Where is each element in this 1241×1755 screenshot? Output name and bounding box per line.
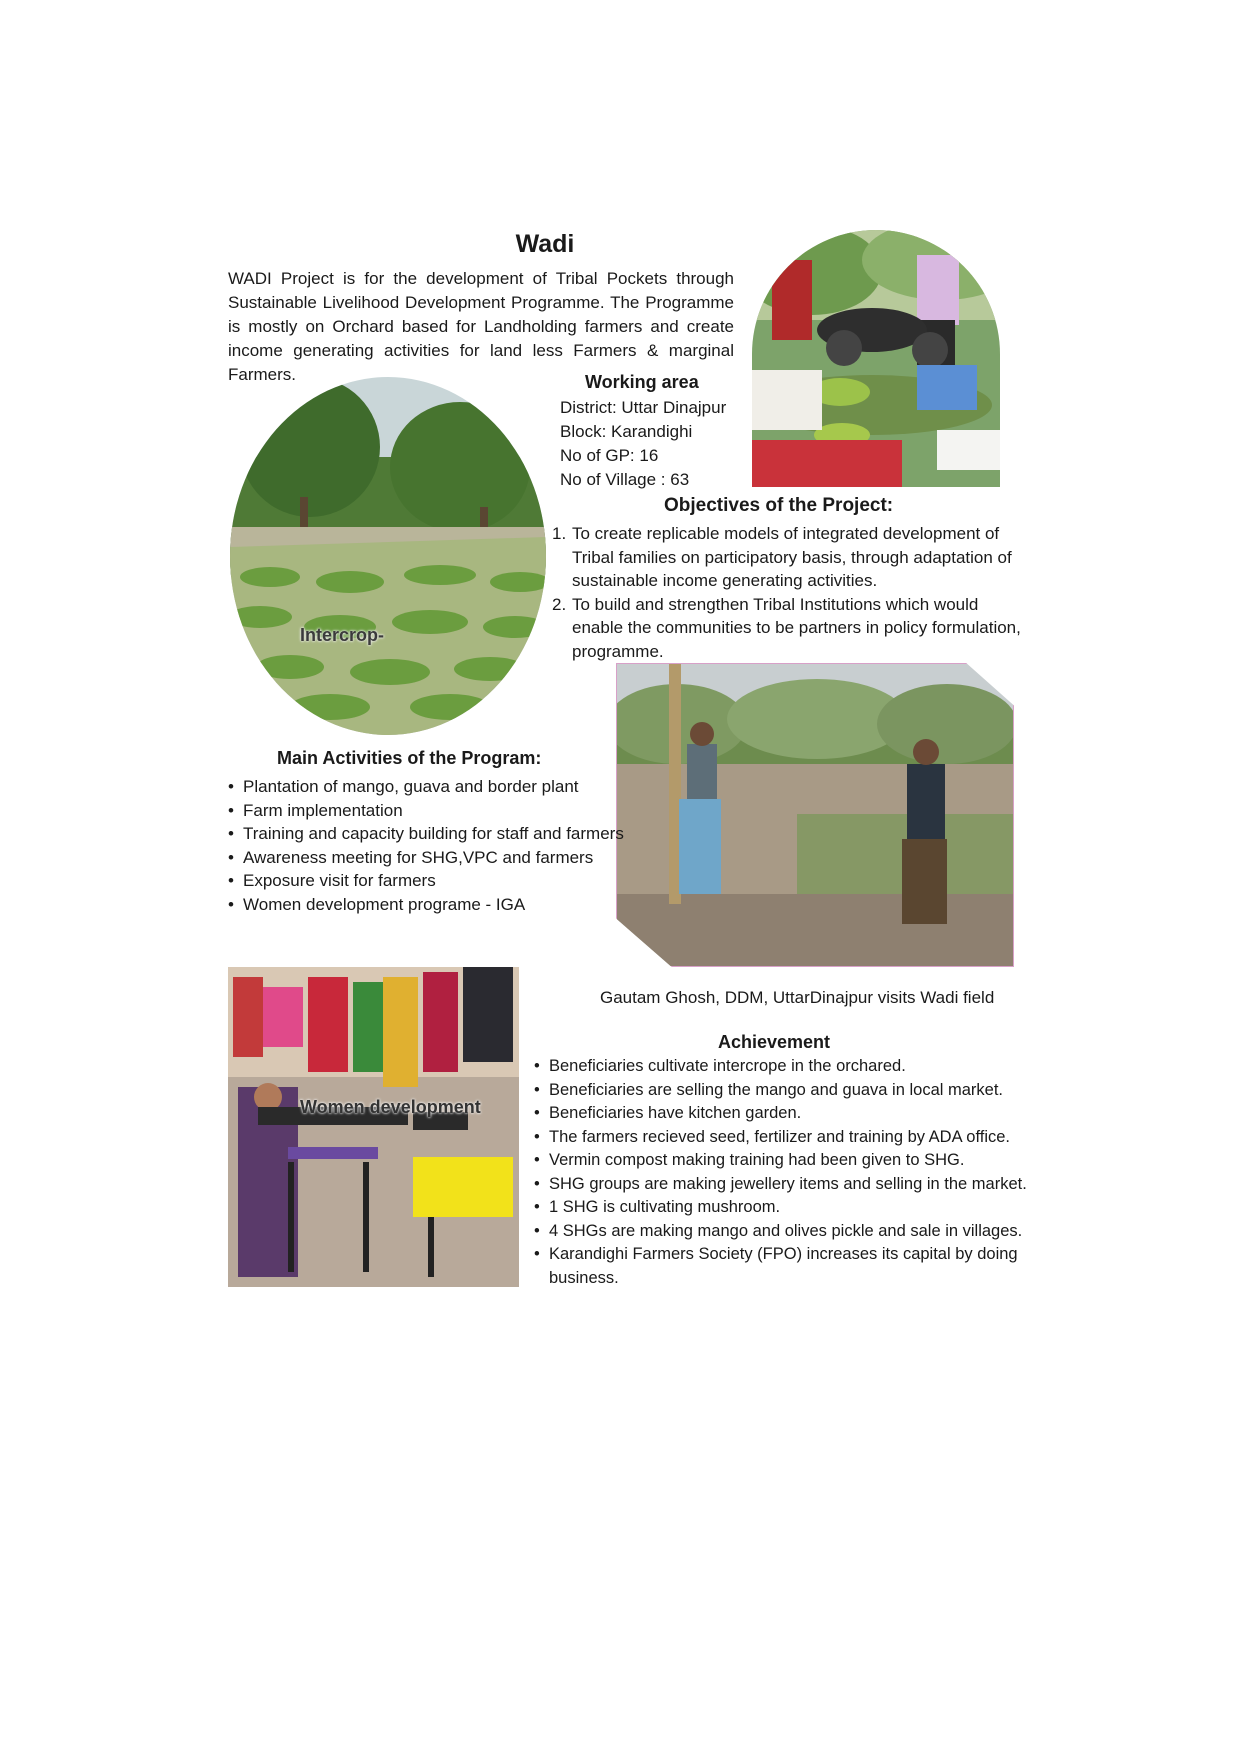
activity-text: Farm implementation	[243, 800, 403, 820]
intercrop-label: Intercrop-	[300, 625, 385, 645]
achievement-item	[532, 1102, 1032, 1126]
achievement-text: Karandighi Farmers Society (FPO) increases its capital by doing business.	[549, 1245, 1018, 1287]
achievement-text: 1 SHG is cultivating mushroom.	[549, 1198, 781, 1216]
market-photo	[752, 230, 1000, 487]
objective-text: To build and strengthen Tribal Institutions which would enable the communities to be partners in policy formulation, programme.	[572, 594, 1021, 661]
activity-item	[226, 822, 626, 846]
field-visit-photo	[616, 663, 1014, 967]
bullet: •	[534, 1104, 540, 1122]
working-area-list	[560, 396, 726, 492]
bullet: •	[228, 847, 234, 867]
bullet: •	[534, 1198, 540, 1216]
achievement-item	[532, 1173, 1032, 1197]
achievement-text: Beneficiaries have kitchen garden.	[549, 1104, 802, 1122]
field-visit-caption: Gautam Ghosh, DDM, UttarDinajpur visits Wadi field	[600, 988, 995, 1007]
working-area-item: District: Uttar Dinajpur	[560, 398, 727, 417]
activity-text: Training and capacity building for staff and farmers	[243, 824, 624, 843]
objective-item	[552, 593, 1022, 664]
activity-text: Awareness meeting for SHG,VPC and farmers	[243, 847, 594, 867]
objective-item	[552, 522, 1022, 593]
achievement-text: Vermin compost making training had been given to SHG.	[549, 1151, 965, 1169]
intro-paragraph: WADI Project is for the development of Tribal Pockets through Sustainable Livelihood Development Programme. The Programme is mostly on Orchard based for Landholding farmers and create income generating activities for land less Farmers & marginal Farmers.	[228, 269, 734, 384]
achievement-text: SHG groups are making jewellery items and selling in the market.	[549, 1174, 1027, 1193]
bullet: •	[534, 1221, 540, 1240]
activity-item	[226, 869, 626, 893]
bullet: •	[228, 871, 234, 890]
objectives-heading: Objectives of the Project:	[664, 495, 894, 516]
achievement-list	[532, 1055, 1032, 1290]
achievement-text: Beneficiaries cultivate intercrope in the orchared.	[549, 1057, 906, 1075]
activity-text: Exposure visit for farmers	[243, 871, 436, 890]
activity-text: Women development programe - IGA	[243, 894, 526, 914]
achievement-item	[532, 1079, 1032, 1103]
bullet: •	[534, 1245, 540, 1263]
activities-list	[226, 775, 626, 916]
achievement-item	[532, 1243, 1032, 1290]
achievement-text: Beneficiaries are selling the mango and guava in local market.	[549, 1080, 1004, 1099]
achievement-item	[532, 1055, 1032, 1079]
page-title: Wadi	[515, 230, 575, 258]
bullet: •	[534, 1080, 540, 1099]
bullet: •	[228, 777, 234, 796]
objectives-list	[552, 522, 1022, 663]
bullet: •	[534, 1057, 540, 1075]
working-area-item: No of GP: 16	[560, 446, 659, 465]
achievement-item	[532, 1149, 1032, 1173]
activity-item	[226, 893, 626, 917]
bullet: •	[228, 800, 234, 820]
bullet: •	[534, 1174, 540, 1193]
working-area-item: Block: Karandighi	[560, 422, 693, 441]
bullet: •	[228, 894, 234, 914]
objective-text: To create replicable models of integrated development of Tribal families on participatory basis, through adaptation of sustainable income generating activities.	[572, 524, 1012, 590]
objective-number: 2.	[552, 594, 567, 614]
activity-text: Plantation of mango, guava and border plant	[243, 777, 579, 796]
intercrop-photo	[230, 377, 546, 735]
achievement-item	[532, 1220, 1032, 1244]
activity-item	[226, 775, 626, 799]
achievement-text: The farmers recieved seed, fertilizer and training by ADA office.	[549, 1127, 1011, 1146]
bullet: •	[534, 1151, 540, 1169]
bullet: •	[534, 1127, 540, 1146]
working-area-item: No of Village : 63	[560, 470, 690, 489]
activity-item	[226, 799, 626, 823]
achievement-item	[532, 1196, 1032, 1220]
achievement-text: 4 SHGs are making mango and olives pickle and sale in villages.	[549, 1221, 1023, 1240]
activity-item	[226, 846, 626, 870]
achievement-item	[532, 1126, 1032, 1150]
working-area-heading: Working area	[585, 372, 699, 392]
women-development-label: Women development	[300, 1097, 481, 1117]
women-development-photo	[228, 967, 519, 1287]
activities-heading: Main Activities of the Program:	[277, 748, 542, 768]
achievement-heading: Achievement	[718, 1032, 831, 1052]
objective-number: 1.	[552, 524, 567, 543]
bullet: •	[228, 824, 234, 843]
